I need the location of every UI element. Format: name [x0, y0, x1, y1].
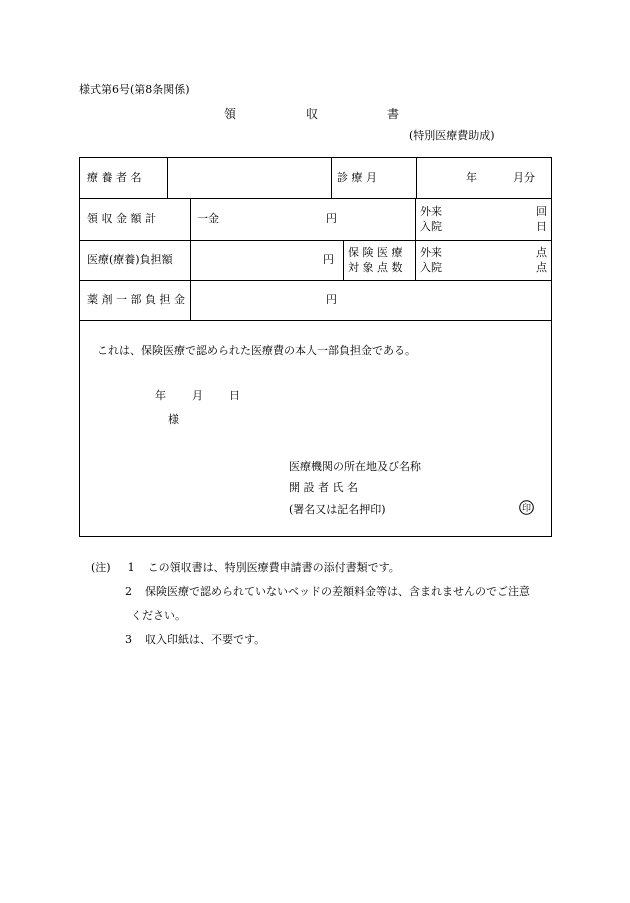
total-inpatient-label: 入院 [420, 220, 442, 233]
patient-name-label: 療 養 者 名 [87, 171, 142, 184]
title-char-1: 領 [224, 107, 237, 121]
drug-copay-amount-field[interactable] [197, 288, 317, 312]
note-text-continued: ください。 [131, 609, 186, 622]
seal-icon [519, 500, 534, 515]
total-outpatient-label: 外来 [420, 205, 442, 218]
note-text: 保険医療で認められていないベッドの差額料金等は、含まれませんのでご注意 [145, 585, 530, 598]
note-number: 2 [125, 585, 132, 598]
receipt-form [79, 157, 552, 537]
copay-label: 医療(療養)負担額 [87, 253, 173, 266]
note-number: 3 [125, 633, 132, 646]
notes-section [91, 556, 530, 652]
col-divider [167, 158, 168, 198]
inpatient-days-unit: 日 [536, 220, 547, 233]
note-item [91, 580, 530, 604]
total-received-label: 領 収 金 額 計 [87, 212, 156, 225]
title-char-2: 収 [306, 107, 319, 121]
points-outpatient-label: 外来 [420, 246, 442, 259]
institution-label: 医療機関の所在地及び名称 [289, 460, 421, 473]
total-prefix: 一金 [197, 212, 219, 225]
date-month-label: 月 [192, 389, 203, 402]
copay-amount-field[interactable] [197, 248, 317, 272]
inpatient-points-unit: 点 [536, 261, 547, 274]
subtitle: (特別医療費助成) [409, 129, 495, 142]
signature-note: (署名又は記名押印) [289, 503, 386, 516]
drug-copay-label: 薬 剤 一 部 負 担 金 [87, 293, 185, 306]
copay-yen-unit: 円 [323, 253, 334, 266]
treatment-month-label: 診 療 月 [337, 171, 377, 184]
note-text: この領収書は、特別医療費申請書の添付書類です。 [147, 561, 400, 574]
note-number: 1 [127, 561, 135, 574]
seal-char: 印 [521, 504, 532, 514]
year-label: 年 [466, 171, 477, 184]
title-char-3: 書 [387, 107, 400, 121]
founder-label: 開 設 者 氏 名 [289, 481, 358, 494]
date-day-label: 日 [229, 389, 240, 402]
note-text: 収入印紙は、不要です。 [145, 633, 266, 646]
notes-prefix: (注) [91, 561, 111, 574]
row-divider [80, 240, 551, 241]
note-item [91, 556, 530, 580]
row-divider [80, 320, 551, 321]
points-inpatient-label: 入院 [420, 261, 442, 274]
row-divider [80, 198, 551, 199]
col-divider [415, 198, 416, 280]
note-item-continued [91, 604, 530, 628]
outpatient-times-unit: 回 [536, 205, 547, 218]
insurance-points-label-line1: 保 険 医 療 [348, 246, 403, 259]
col-divider [331, 158, 332, 198]
note-item [91, 628, 530, 652]
certification-text: これは、保険医療で認められた医療費の本人一部負担金である。 [97, 344, 416, 357]
addressee-suffix: 様 [168, 413, 179, 426]
col-divider [416, 158, 417, 198]
insurance-points-label-line2: 対 象 点 数 [348, 261, 403, 274]
month-share-label: 月分 [513, 171, 535, 184]
drug-copay-yen-unit: 円 [326, 293, 337, 306]
col-divider [343, 240, 344, 280]
patient-name-field[interactable] [175, 162, 325, 194]
col-divider [190, 198, 191, 320]
total-amount-field[interactable] [230, 208, 320, 230]
total-yen-unit: 円 [326, 212, 337, 225]
row-divider [80, 280, 551, 281]
outpatient-points-unit: 点 [536, 246, 547, 259]
date-year-label: 年 [155, 389, 166, 402]
form-number: 様式第6号(第8条関係) [79, 83, 190, 96]
